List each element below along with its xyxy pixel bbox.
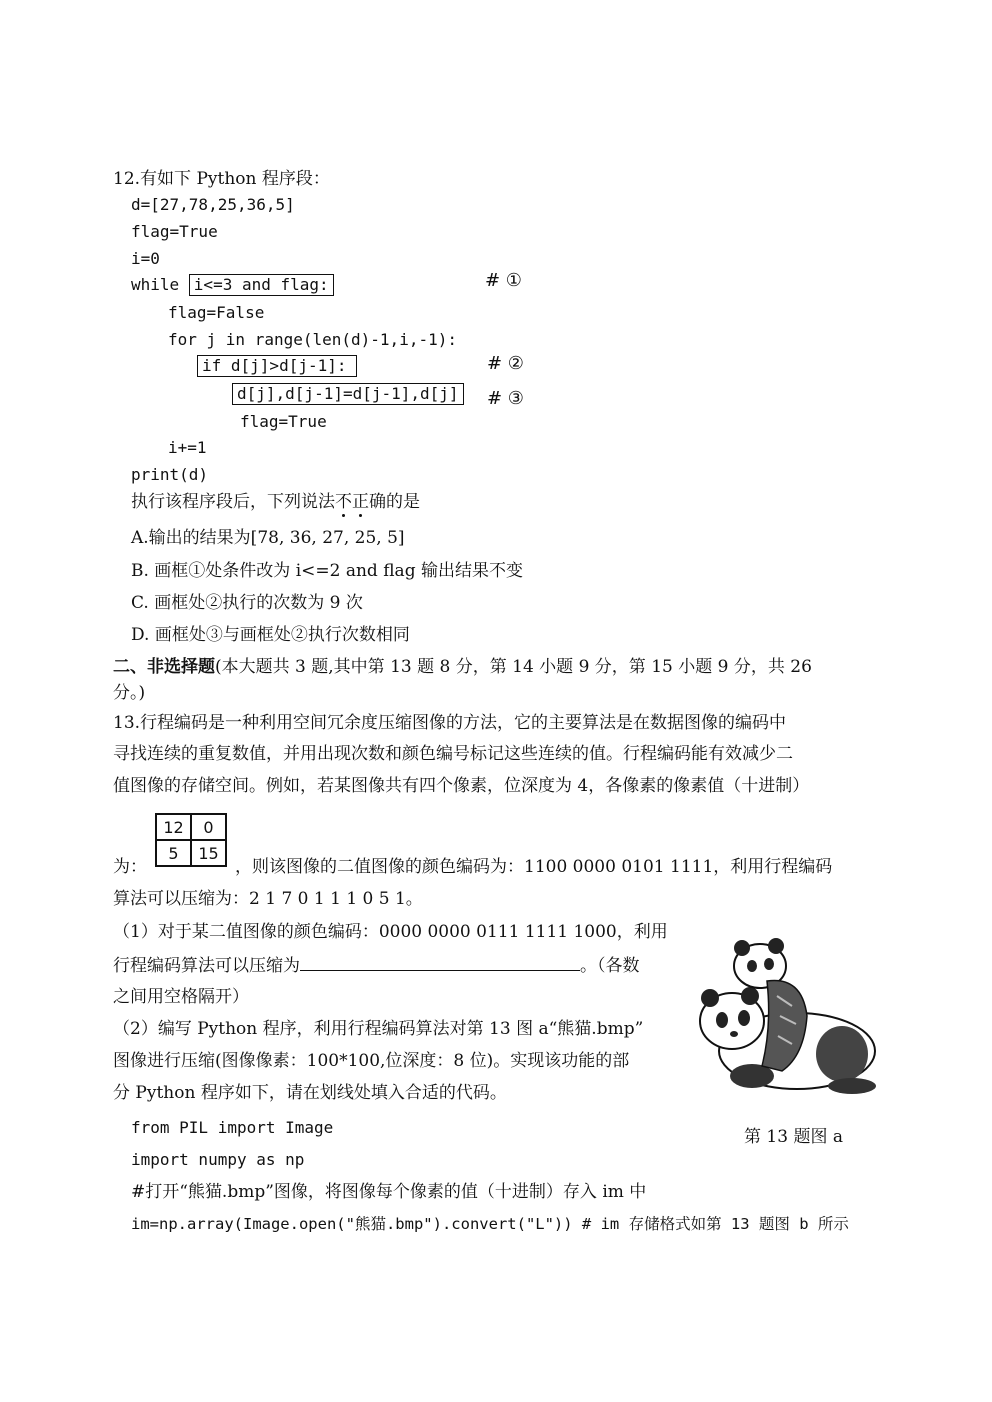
panda-figure — [692, 936, 882, 1096]
q13-sub2-line1: （2）编写 Python 程序，利用行程编码算法对第 13 图 a“熊猫.bmp” — [113, 1019, 644, 1039]
pixel-cell: 15 — [191, 840, 226, 866]
code-line-9: flag=True — [240, 412, 327, 431]
emphasis-char-2: 正 — [352, 492, 369, 512]
code-while-keyword: while — [131, 275, 189, 294]
mark-3: # ③ — [487, 388, 524, 409]
q13-para-4-pre: 为： — [113, 857, 147, 877]
option-c: C. 画框处②执行的次数为 9 次 — [131, 593, 363, 613]
code-line-10: i+=1 — [168, 438, 207, 457]
code-line-3: i=0 — [131, 249, 160, 268]
mark-1: # ① — [485, 270, 522, 291]
pixel-table — [155, 813, 227, 867]
q13-sub1-line2 — [113, 954, 640, 977]
q13-para-5: 算法可以压缩为：2 1 7 0 1 1 1 0 5 1。 — [113, 889, 423, 909]
code-line-11: print(d) — [131, 465, 209, 484]
q13-sub1-line1: （1）对于某二值图像的颜色编码：0000 0000 0111 1111 1000，利用 — [113, 922, 668, 942]
q13-sub2-line2: 图像进行压缩(图像像素：100*100,位深度：8 位)。实现该功能的部 — [113, 1051, 630, 1071]
option-b: B. 画框①处条件改为 i<=2 and flag 输出结果不变 — [131, 561, 523, 581]
q13-para-1: 13.行程编码是一种利用空间冗余度压缩图像的方法，它的主要算法是在数据图像的编码中 — [113, 713, 787, 733]
q12-title: 12.有如下 Python 程序段： — [113, 169, 330, 189]
mark-2: # ② — [487, 353, 524, 374]
question-text-pre: 执行该程序段后，下列说法 — [131, 492, 335, 512]
sub1-text: 行程编码算法可以压缩为 — [113, 956, 300, 976]
code-line-8 — [232, 383, 464, 405]
q13-para-4-post: ，则该图像的二值图像的颜色编码为：1100 0000 0101 1111，利用行程编码 — [235, 857, 833, 877]
pixel-cell: 0 — [191, 814, 226, 840]
section2-heading: 二、非选择题 — [113, 657, 215, 677]
code-line-12: from PIL import Image — [131, 1118, 334, 1137]
question-text-post: 确的是 — [369, 492, 420, 512]
q13-para-2: 寻找连续的重复数值，并用出现次数和颜色编号标记这些连续的值。行程编码能有效减少二 — [113, 744, 793, 764]
q13-sub2-line3: 分 Python 程序如下，请在划线处填入合适的代码。 — [113, 1083, 507, 1103]
code-line-4 — [131, 274, 334, 296]
code-line-2: flag=True — [131, 222, 218, 241]
figure-caption: 第 13 题图 a — [744, 1127, 843, 1147]
code-box-2: if d[j]>d[j-1]: — [197, 355, 357, 377]
code-line-13: import numpy as np — [131, 1150, 305, 1169]
code-comment-line: #打开“熊猫.bmp”图像，将图像每个像素的值（十进制）存入 im 中 — [131, 1182, 647, 1202]
pixel-cell: 12 — [156, 814, 191, 840]
code-line-7 — [197, 355, 357, 377]
emphasis-char-1: 不 — [335, 492, 352, 512]
q13-sub1-line3: 之间用空格隔开） — [113, 987, 249, 1007]
code-line-6: for j in range(len(d)-1,i,-1): — [168, 330, 457, 349]
section2-heading-line — [113, 656, 812, 678]
section2-desc-cont: 分。) — [113, 683, 146, 703]
code-line-14: im=np.array(Image.open("熊猫.bmp").convert("L")) # im 存储格式如第 13 题图 b 所示 — [131, 1215, 849, 1233]
sub1-text-post: 。（各数 — [580, 956, 640, 976]
q13-para-3: 值图像的存储空间。例如，若某图像共有四个像素，位深度为 4，各像素的像素值（十进制） — [113, 776, 810, 796]
option-d: D. 画框处③与画框处②执行次数相同 — [131, 625, 410, 645]
code-line-1: d=[27,78,25,36,5] — [131, 195, 295, 214]
code-box-1: i<=3 and flag: — [189, 274, 334, 296]
option-a: A.输出的结果为[78, 36, 27, 25, 5] — [131, 528, 405, 548]
pixel-cell: 5 — [156, 840, 191, 866]
code-line-5: flag=False — [168, 303, 265, 322]
section2-desc: (本大题共 3 题,其中第 13 题 8 分，第 14 小题 9 分，第 15 小题 9 分，共 26 — [215, 657, 812, 677]
code-box-3: d[j],d[j-1]=d[j-1],d[j] — [232, 383, 464, 405]
answer-blank[interactable] — [300, 954, 580, 971]
q12-question — [131, 491, 420, 513]
